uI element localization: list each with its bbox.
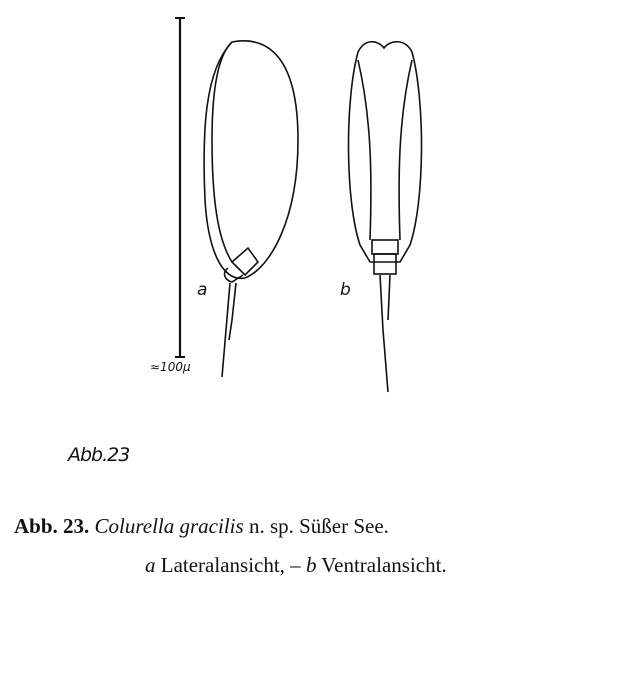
caption-species-note: n. sp. Süßer See. bbox=[243, 514, 389, 538]
lateral-view-drawing bbox=[204, 41, 298, 377]
panel-b-label: b bbox=[340, 280, 351, 300]
caption-b-text: Ventralansicht. bbox=[316, 553, 447, 577]
scale-bar bbox=[175, 18, 185, 357]
caption-b-letter: b bbox=[305, 553, 317, 577]
caption-a-text: Lateralansicht, – bbox=[155, 553, 306, 577]
scale-bar-label: ≈100μ bbox=[150, 360, 191, 374]
caption-number: Abb. 23. bbox=[14, 514, 90, 538]
caption-line-1 bbox=[14, 514, 389, 539]
caption-a-letter: a bbox=[145, 553, 156, 577]
caption-line-2 bbox=[145, 553, 447, 578]
caption-species: Colurella gracilis bbox=[94, 514, 244, 538]
panel-a-label: a bbox=[197, 280, 208, 300]
ventral-view-drawing bbox=[348, 42, 421, 392]
handwritten-figure-label: Abb.23 bbox=[68, 444, 130, 466]
